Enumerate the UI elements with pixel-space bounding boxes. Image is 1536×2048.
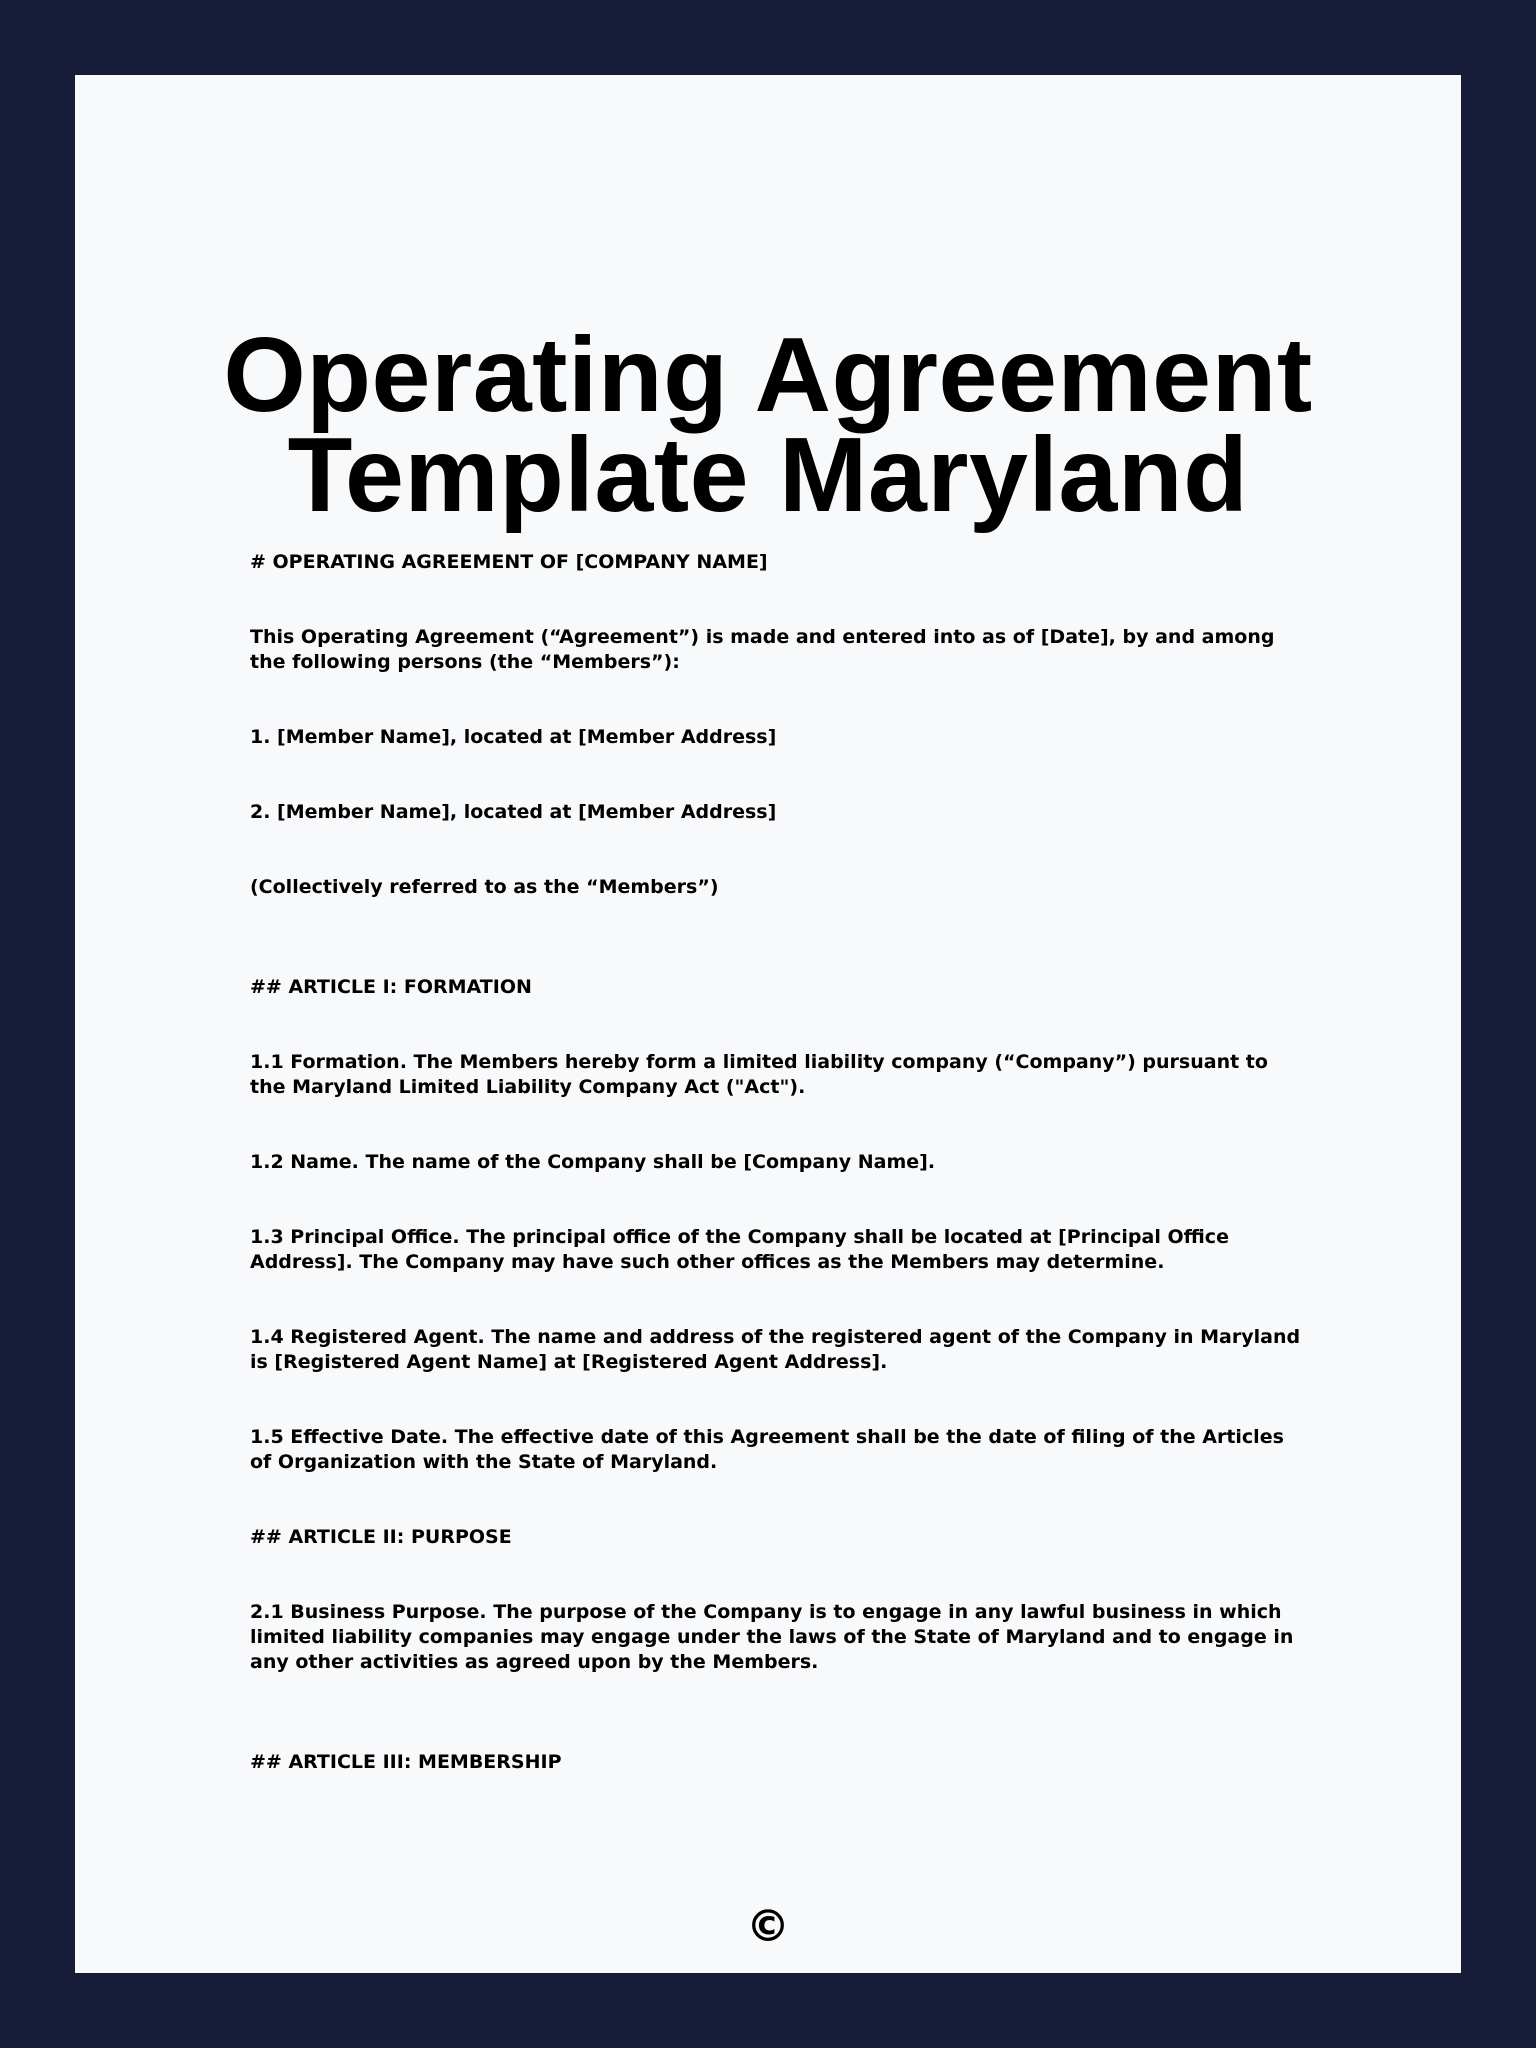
article-heading-membership: ## ARTICLE III: MEMBERSHIP [250, 1751, 562, 1773]
section-2-1: 2.1 Business Purpose. The purpose of the Company is to engage in any lawful business in which limited liability companies may engage under the laws of the State of Maryland and to engage in any other activities as agreed upon by the Members. [250, 1601, 1294, 1673]
document-title [75, 316, 1461, 534]
section-1-2: 1.2 Name. The name of the Company shall be [Company Name]. [250, 1151, 936, 1173]
article-heading-purpose: ## ARTICLE II: PURPOSE [250, 1526, 512, 1548]
member-item-1: 1. [Member Name], located at [Member Address] [250, 726, 777, 748]
section-1-3: 1.3 Principal Office. The principal office of the Company shall be located at [Principal Office Address]. The Company may have such other offices as the Members may determine. [250, 1226, 1229, 1273]
document-heading: # OPERATING AGREEMENT OF [COMPANY NAME] [250, 551, 768, 573]
section-1-5: 1.5 Effective Date. The effective date of this Agreement shall be the date of filing of the Articles of Organization with the State of Maryland. [250, 1426, 1284, 1473]
intro-paragraph: This Operating Agreement (“Agreement”) is made and entered into as of [Date], by and among the following persons (the “Members”): [250, 626, 1275, 673]
title-line-2: Template Maryland [287, 416, 1249, 534]
member-item-2: 2. [Member Name], located at [Member Address] [250, 801, 777, 823]
collective-note: (Collectively referred to as the “Members”) [250, 876, 719, 898]
document-page [75, 75, 1461, 1973]
section-1-4: 1.4 Registered Agent. The name and address of the registered agent of the Company in Maryland is [Registered Agent Name] at [Registered Agent Address]. [250, 1326, 1301, 1373]
copyright-icon: © [746, 1901, 790, 1952]
title-line-1: Operating Agreement [223, 316, 1313, 434]
article-heading-formation: ## ARTICLE I: FORMATION [250, 976, 532, 998]
section-1-1: 1.1 Formation. The Members hereby form a limited liability company (“Company”) pursuant to the Maryland Limited Liability Company Act ("Act"). [250, 1051, 1268, 1098]
